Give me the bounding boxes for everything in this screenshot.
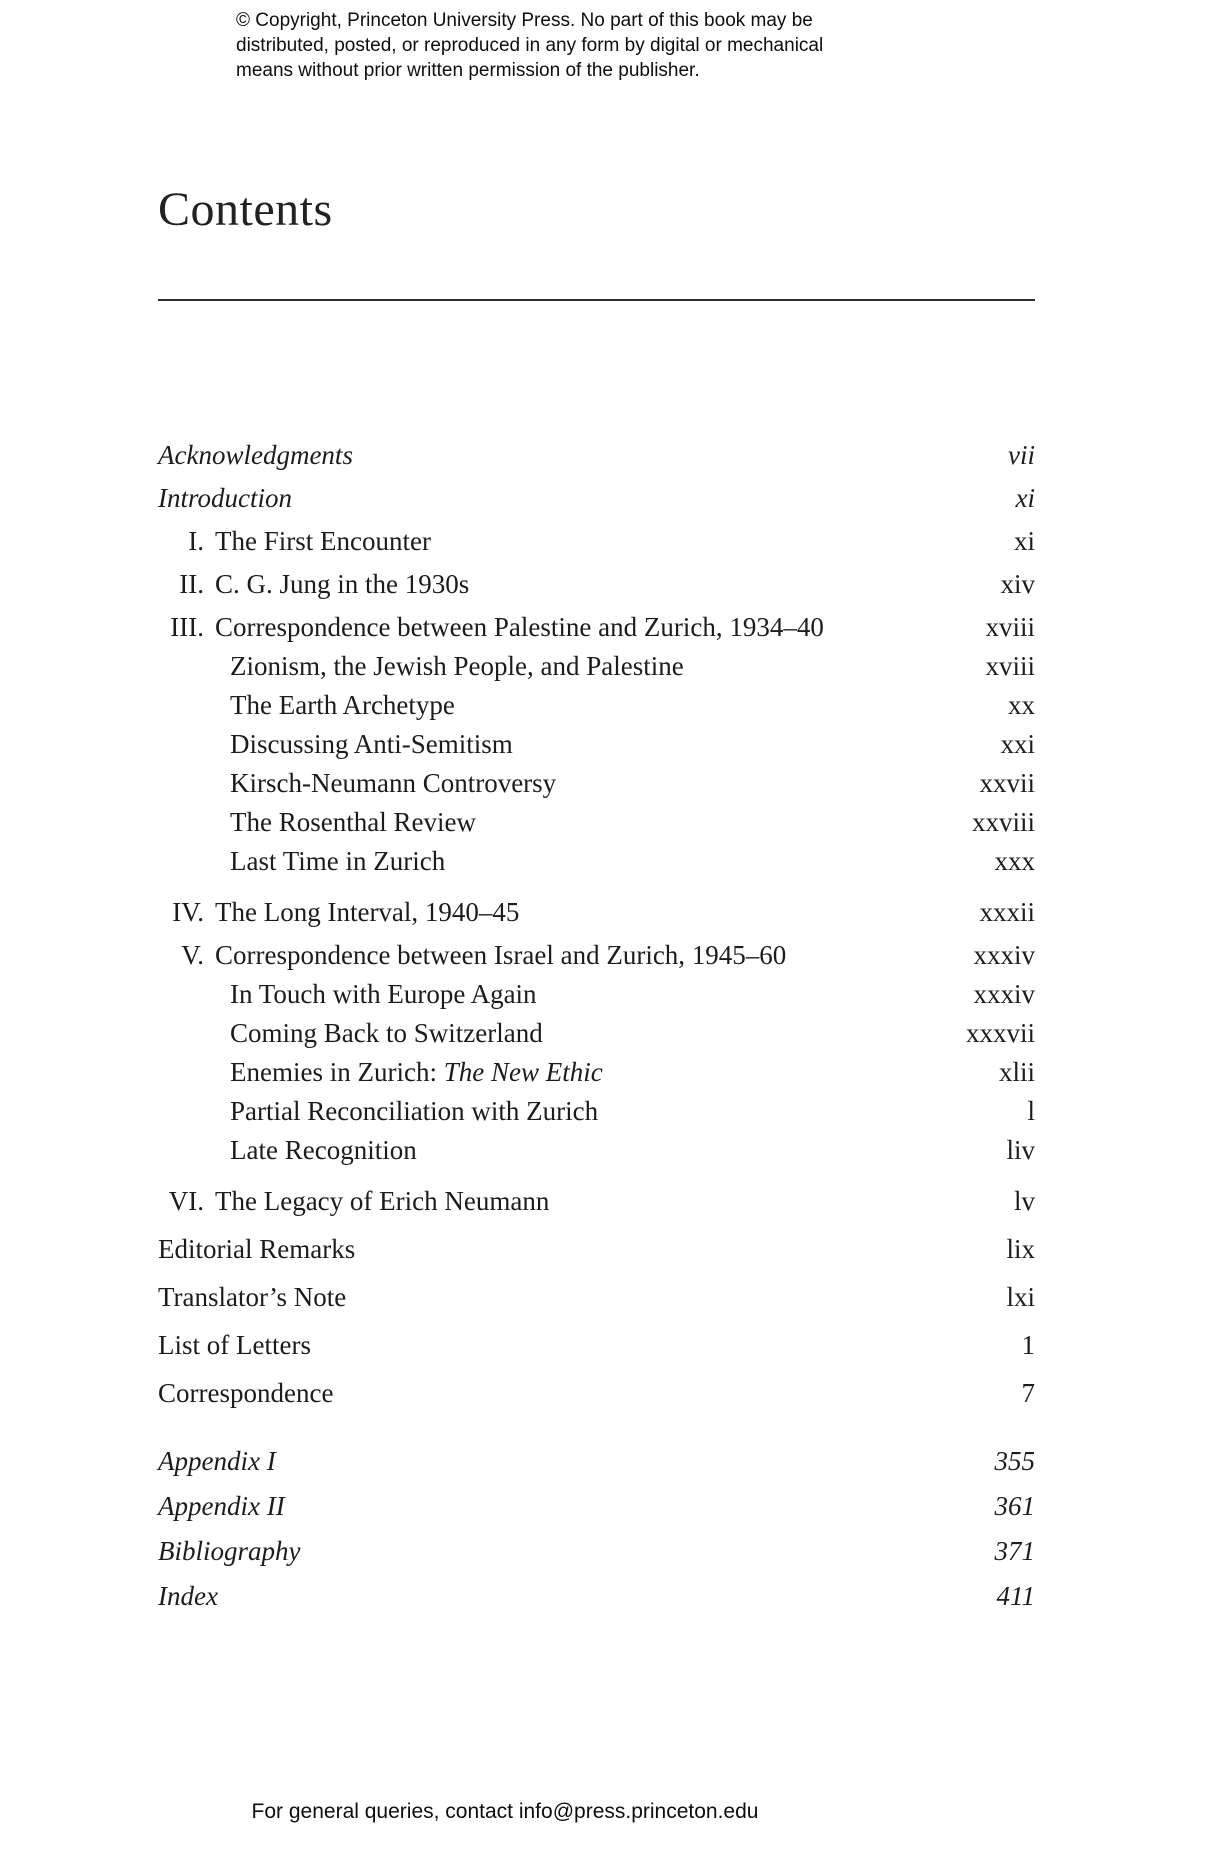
toc-entry xyxy=(158,1234,1035,1264)
toc-entry-page: xviii xyxy=(985,612,1035,642)
toc-entry xyxy=(158,807,1035,837)
toc-entry xyxy=(158,569,1035,599)
toc-entry-page: 361 xyxy=(994,1491,1035,1521)
footer-note: For general queries, contact info@press.princeton.edu xyxy=(251,1800,759,1823)
toc-entry-label: Discussing Anti-Semitism xyxy=(230,729,513,759)
toc-entry-number: I. xyxy=(188,526,204,556)
page-title: Contents xyxy=(158,183,333,236)
toc-entry-label: Coming Back to Switzerland xyxy=(230,1018,543,1048)
copyright-notice xyxy=(236,8,823,83)
toc-entry-label: Kirsch-Neumann Controversy xyxy=(230,768,557,798)
toc-entry-page: 1 xyxy=(1021,1330,1035,1360)
toc-entry-label: III. Correspondence between Palestine and Zurich, 1934–40 xyxy=(158,612,824,642)
toc-entry-number: V. xyxy=(181,940,204,970)
toc-entry-label: II. C. G. Jung in the 1930s xyxy=(158,569,469,599)
toc-entry-page: xi xyxy=(1015,483,1035,513)
toc-entry xyxy=(158,1446,1035,1476)
toc-entry xyxy=(158,846,1035,876)
toc-entry-page: xxx xyxy=(994,846,1035,876)
toc-entry-page: xxviii xyxy=(971,807,1035,837)
toc-entry-page: xxxiv xyxy=(973,979,1035,1009)
toc-entry-label: The Earth Archetype xyxy=(230,690,455,720)
toc-entry-page: lxi xyxy=(1006,1282,1035,1312)
toc-entry-page: xiv xyxy=(1000,569,1035,599)
toc-entry-label: Zionism, the Jewish People, and Palestine xyxy=(230,651,684,681)
toc-entry xyxy=(158,1330,1035,1360)
toc-entry xyxy=(158,897,1035,927)
toc-entry-page: xxi xyxy=(1000,729,1035,759)
toc-entry xyxy=(158,979,1035,1009)
toc-entry-label: In Touch with Europe Again xyxy=(230,979,537,1009)
toc-entry-label: VI. The Legacy of Erich Neumann xyxy=(158,1186,549,1216)
title-divider xyxy=(158,299,1035,301)
toc-entry-page: 7 xyxy=(1021,1378,1035,1408)
toc-entry-label: Last Time in Zurich xyxy=(230,846,446,876)
toc-entry xyxy=(158,651,1035,681)
toc-entry-label: Bibliography xyxy=(158,1536,301,1566)
toc-entry-label: The Rosenthal Review xyxy=(230,807,476,837)
toc-entry-number: IV. xyxy=(172,897,204,927)
toc-entry xyxy=(158,1378,1035,1408)
toc-entry xyxy=(158,440,1035,470)
toc-entry xyxy=(158,612,1035,642)
toc-entry xyxy=(158,1536,1035,1566)
toc-entry xyxy=(158,1282,1035,1312)
toc-entry-page: vii xyxy=(1008,440,1035,470)
toc-entry-label: Translator’s Note xyxy=(158,1282,347,1312)
toc-entry-page: liv xyxy=(1006,1135,1035,1165)
toc-entry-page: l xyxy=(1027,1096,1035,1126)
toc-entry xyxy=(158,940,1035,970)
toc-entry-page: lix xyxy=(1006,1234,1035,1264)
toc-entry xyxy=(158,1096,1035,1126)
copyright-line: © Copyright, Princeton University Press. No part of this book may be xyxy=(236,10,813,31)
toc-entry xyxy=(158,483,1035,513)
toc-entry-label: Acknowledgments xyxy=(158,440,353,470)
toc-entry-page: xxxiv xyxy=(973,940,1035,970)
toc-entry-page: xxxii xyxy=(979,897,1035,927)
toc-entry xyxy=(158,1018,1035,1048)
toc-entry-number: II. xyxy=(179,569,204,599)
toc-entry-page: xviii xyxy=(985,651,1035,681)
toc-entry-page: xlii xyxy=(998,1057,1035,1087)
toc-entry xyxy=(158,526,1035,556)
toc-entry-label: V. Correspondence between Israel and Zurich, 1945–60 xyxy=(158,940,786,970)
toc-entry-label: Enemies in Zurich: The New Ethic xyxy=(230,1057,603,1087)
toc-entry-label: Correspondence xyxy=(158,1378,334,1408)
toc-entry-label: Editorial Remarks xyxy=(158,1234,356,1264)
toc-entry-page: 371 xyxy=(994,1536,1035,1566)
toc-entry xyxy=(158,1186,1035,1216)
toc-entry xyxy=(158,690,1035,720)
copyright-line: distributed, posted, or reproduced in any form by digital or mechanical xyxy=(236,35,824,56)
toc-entry-label: I. The First Encounter xyxy=(158,526,431,556)
toc-entry-label: Appendix I xyxy=(158,1446,276,1476)
toc-entry-number: VI. xyxy=(168,1186,204,1216)
toc-entry-label: Appendix II xyxy=(158,1491,285,1521)
toc-entry-page: xxxvii xyxy=(965,1018,1035,1048)
toc-entry xyxy=(158,729,1035,759)
toc-entry-label: Partial Reconciliation with Zurich xyxy=(230,1096,599,1126)
toc-entry xyxy=(158,1057,1035,1087)
toc-entry xyxy=(158,1135,1035,1165)
toc-entry-page: 411 xyxy=(996,1581,1035,1611)
toc-entry-page: xx xyxy=(1008,690,1035,720)
toc-entry-label: Introduction xyxy=(158,483,292,513)
toc-entry-label: IV. The Long Interval, 1940–45 xyxy=(158,897,519,927)
toc-entry xyxy=(158,1491,1035,1521)
toc-entry-label-emphasis: The New Ethic xyxy=(443,1057,603,1087)
toc-entry xyxy=(158,1581,1035,1611)
toc-entry-page: xi xyxy=(1013,526,1035,556)
toc-entry-label: Late Recognition xyxy=(230,1135,417,1165)
toc-entry-page: lv xyxy=(1013,1186,1035,1216)
toc-list xyxy=(158,440,1035,1611)
toc-entry-label: Index xyxy=(158,1581,218,1611)
toc-entry-page: 355 xyxy=(994,1446,1035,1476)
toc-entry-number: III. xyxy=(170,612,204,642)
toc-entry-label: List of Letters xyxy=(158,1330,311,1360)
toc-entry-page: xxvii xyxy=(979,768,1035,798)
toc-entry xyxy=(158,768,1035,798)
copyright-line: means without prior written permission of the publisher. xyxy=(236,60,700,81)
